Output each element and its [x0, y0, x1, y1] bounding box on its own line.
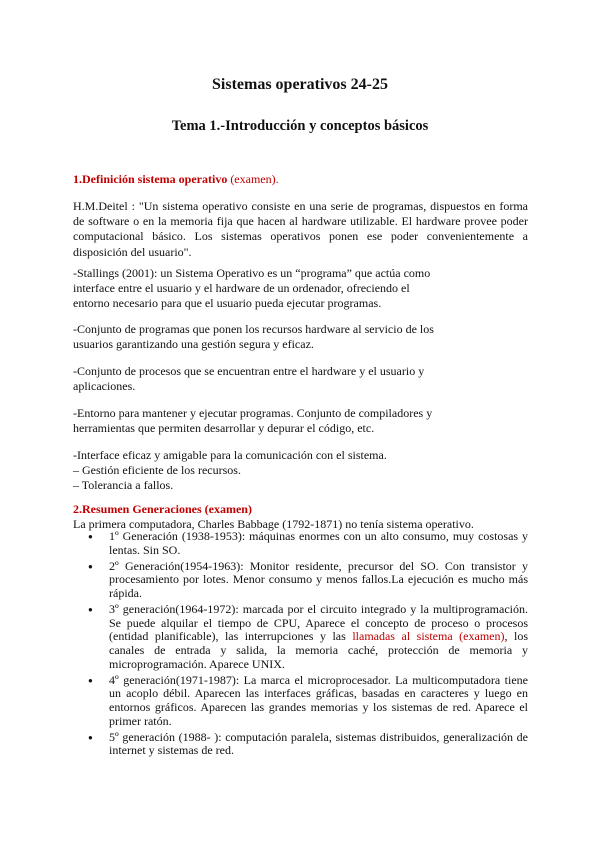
deitel-definition: H.M.Deitel : "Un sistema operativo consiste en una serie de programas, dispuestos en forma de software o en la memoria fija que hacen al hardware utilizable. El hardware provee poder computacional básico. Los sistemas operativos ponen ese poder convenientemente a disposición del usuario".	[73, 199, 528, 259]
definition-interface	[73, 448, 387, 494]
definition-line: herramientas que permiten desarrollar y depurar el código, etc.	[73, 421, 375, 436]
section1-heading-note: (examen).	[230, 172, 279, 186]
definition-line: – Gestión eficiente de los recursos.	[73, 463, 241, 478]
document-subtitle: Tema 1.-Introducción y conceptos básicos	[171, 118, 429, 134]
section1-heading-text: 1.Definición sistema operativo	[73, 172, 228, 186]
stallings-line: -Stallings (2001): un Sistema Operativo es un “programa” que actúa como	[73, 266, 431, 280]
definition-programs	[73, 322, 434, 352]
definition-line: -Conjunto de programas que ponen los recursos hardware al servicio de los	[73, 322, 434, 336]
section1-heading	[73, 172, 279, 187]
stallings-line: interface entre el usuario y el hardware de un ordenador, ofreciendo el	[73, 281, 410, 296]
generation-3-text-end: , los canales de entrada y salida, la memoria caché, protección de memoria y microprogramación. Aparece UNIX.	[109, 629, 528, 671]
generation-3-text: 3º generación(1964-1972): marcada por el circuito integrado y la multiprogramación. Se puede alquilar el tiempo de CPU, Aparece el concepto de proceso o procesos (entidad planificable), las interrupciones y las	[109, 602, 528, 644]
generation-item-3	[88, 603, 528, 671]
definition-environment	[73, 406, 432, 436]
definition-line: -Entorno para mantener y ejecutar programas. Conjunto de compiladores y	[73, 406, 433, 420]
generation-item-5: ● 5º generación (1988- ): computación paralela, sistemas distribuidos, generalización de internet y sistemas de red.	[88, 731, 528, 758]
generations-intro: La primera computadora, Charles Babbage (1792-1871) no tenía sistema operativo.	[73, 517, 474, 531]
definition-line: -Conjunto de procesos que se encuentran entre el hardware y el usuario y	[73, 364, 425, 378]
stallings-definition	[73, 266, 430, 312]
definition-line: -Interface eficaz y amigable para la comunicación con el sistema.	[73, 448, 387, 462]
generations-list	[88, 530, 528, 760]
definition-processes	[73, 364, 424, 394]
document-title: Sistemas operativos 24-25	[212, 76, 388, 93]
generation-item-4: ● 4º generación(1971-1987): La marca el microprocesador. La multicomputadora tiene un acoplo débil. Aparecen las interfaces gráficas, basadas en caracteres y luego en entornos gráficos. Aparecen las grandes memorias y los sistemas de red. Aparece el primer ratón.	[88, 674, 528, 728]
generation-item-1: ● 1º Generación (1938-1953): máquinas enormes con un alto consumo, muy costosas y lentas. Sin SO.	[88, 530, 528, 557]
section2-heading: 2.Resumen Generaciones (examen)	[73, 502, 252, 516]
system-calls-highlight: llamadas al sistema (examen)	[352, 629, 505, 644]
definition-line: aplicaciones.	[73, 379, 136, 394]
stallings-line: entorno necesario para que el usuario pueda ejecutar programas.	[73, 296, 382, 311]
generation-item-2: ● 2º Generación(1954-1963): Monitor residente, precursor del SO. Con transistor y procesamiento por lotes. Menor consumo y menos fallos.La ejecución es mucho más rápida.	[88, 560, 528, 601]
definition-line: usuarios garantizando una gestión segura y eficaz.	[73, 337, 314, 352]
definition-line: – Tolerancia a fallos.	[73, 478, 174, 493]
